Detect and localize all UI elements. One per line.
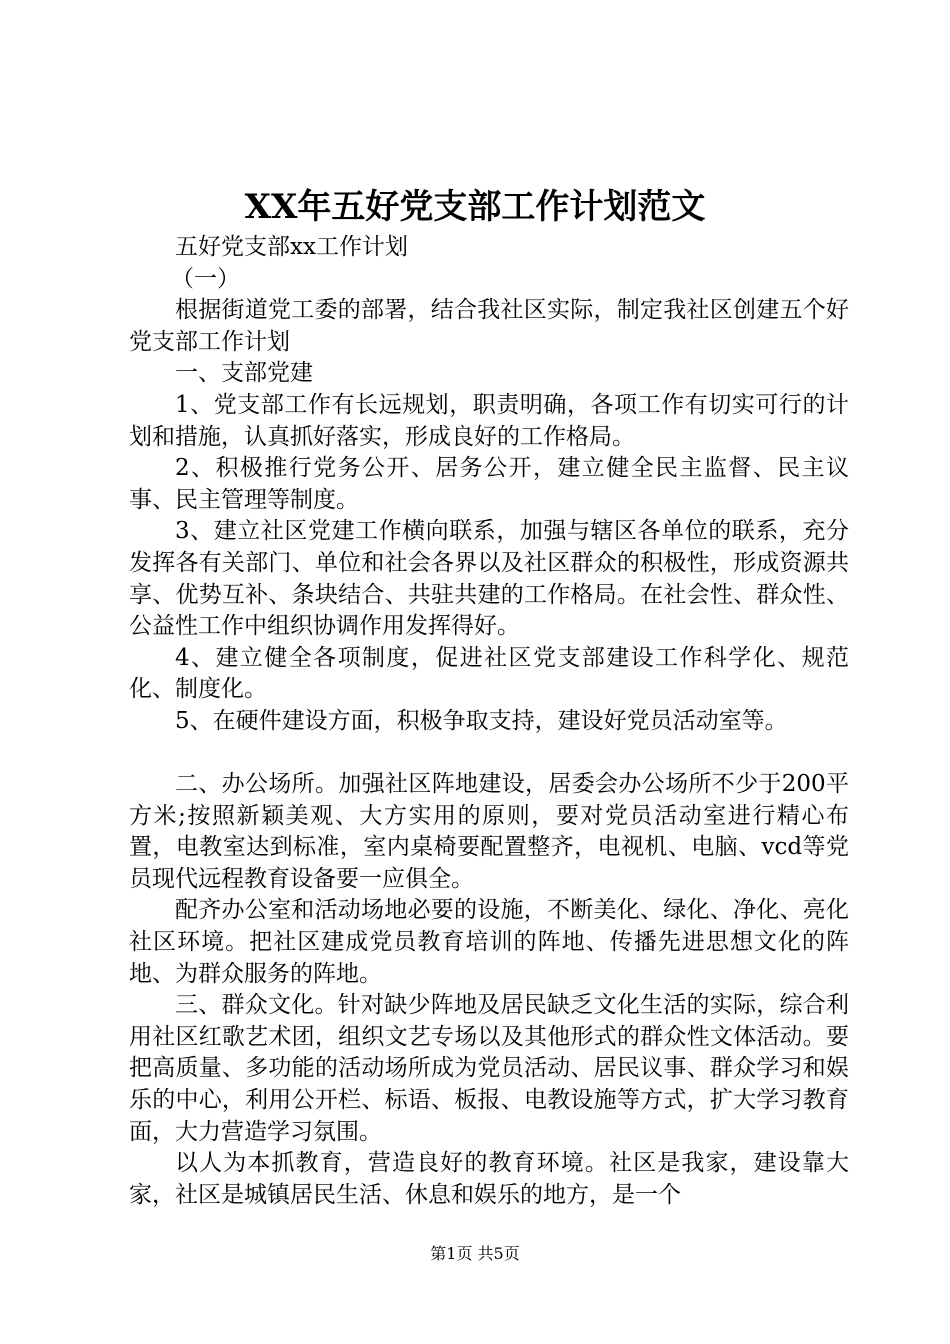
heading-section-1: 一、支部党建: [175, 360, 313, 387]
paragraph-section-2: 二、办公场所。加强社区阵地建设，居委会办公场所不少于200平方米;按照新颖美观、大方实用的原则，要对党员活动室进行精心布置，电教室达到标准，室内桌椅要配置整齐，电视机、电脑、vcd等党员现代远程教育设备要一应俱全。: [129, 771, 849, 892]
paragraph-facilities: 配齐办公室和活动场地必要的设施，不断美化、绿化、净化、亮化社区环境。把社区建成党员教育培训的阵地、传播先进思想文化的阵地、为群众服务的阵地。: [129, 897, 849, 987]
paragraph-spacer: [129, 738, 849, 770]
paragraph-item-2: 2、积极推行党务公开、居务公开，建立健全民主监督、民主议事、民主管理等制度。: [129, 455, 849, 513]
paragraph-section-3: 三、群众文化。针对缺少阵地及居民缺乏文化生活的实际，综合利用社区红歌艺术团，组织文艺专场以及其他形式的群众性文体活动。要把高质量、多功能的活动场所成为党员活动、居民议事、群众学习和娱乐的中心，利用公开栏、标语、板报、电教设施等方式，扩大学习教育面，大力营造学习氛围。: [129, 992, 849, 1145]
document-body: [129, 232, 849, 1211]
page-number-footer: 第1页 共5页: [430, 1244, 520, 1263]
paragraph-item-3: 3、建立社区党建工作横向联系，加强与辖区各单位的联系，充分发挥各有关部门、单位和社会各界以及社区群众的积极性，形成资源共享、优势互补、条块结合、共驻共建的工作格局。在社会性、群众性、公益性工作中组织协调作用发挥得好。: [129, 518, 849, 640]
paragraph-intro: 根据街道党工委的部署，结合我社区实际，制定我社区创建五个好党支部工作计划: [129, 297, 849, 355]
paragraph-education: 以人为本抓教育，营造良好的教育环境。社区是我家，建设靠大家，社区是城镇居民生活、休息和娱乐的地方，是一个: [129, 1150, 849, 1208]
paragraph-item-4: 4、建立健全各项制度，促进社区党支部建设工作科学化、规范化、制度化。: [129, 644, 849, 703]
document-title: XX年五好党支部工作计划范文: [244, 187, 706, 227]
paragraph-item-5: 5、在硬件建设方面，积极争取支持，建设好党员活动室等。: [175, 707, 788, 734]
paragraph-item-1: 1、党支部工作有长远规划，职责明确，各项工作有切实可行的计划和措施，认真抓好落实，形成良好的工作格局。: [129, 391, 849, 450]
paragraph-subtitle: 五好党支部xx工作计划: [175, 234, 408, 260]
paragraph-section-marker: （一）: [171, 265, 240, 292]
